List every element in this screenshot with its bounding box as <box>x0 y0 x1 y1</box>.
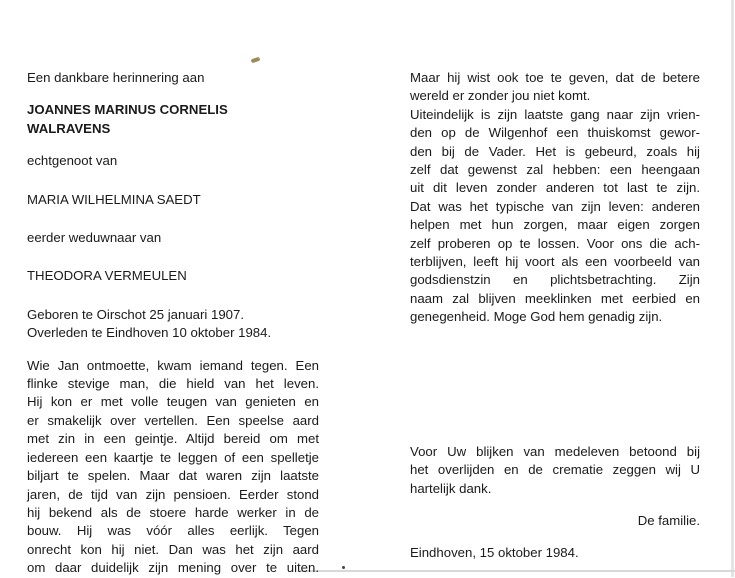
death-line: Overleden te Eindhoven 10 oktober 1984. <box>27 325 272 341</box>
paragraph-line: onrecht kon hij niet. Dan was het zijn aard <box>27 541 319 557</box>
paragraph-line: genegenheid. Moge God hem genadig zijn. <box>410 309 663 325</box>
paragraph-line: Maar hij wist ook toe te geven, dat de betere <box>410 70 700 85</box>
widower-name: THEODORA VERMEULEN <box>27 268 187 284</box>
biography-paragraph <box>27 357 319 578</box>
paragraph-line: wereld er zonder jou niet komt. <box>410 88 591 104</box>
paper-speck <box>251 57 261 64</box>
paragraph-line: uit dit leven zonder anderen tot last te zijn. <box>410 180 700 196</box>
paragraph-line: bouw. Hij was vóór alles eerlijk. Tegen <box>27 523 319 539</box>
paragraph-line: Dat was het typische van zijn leven: anderen <box>410 198 700 214</box>
paragraph-line: flinke stevige man, die hield van het leven. <box>27 376 319 392</box>
paragraph-line: iedereen een kaartje te leggen of een spelletje <box>27 449 319 465</box>
paper-dot <box>342 566 345 569</box>
paragraph-line: Uiteindelijk is zijn laatste gang naar zijn vrien- <box>410 106 700 122</box>
card-edge-bottom <box>300 570 735 572</box>
paragraph-line: den bij de Vader. Het is gebeurd, zoals hij <box>410 143 700 159</box>
spouse-label: echtgenoot van <box>27 153 118 169</box>
paragraph-line: Wie Jan ontmoette, kwam iemand tegen. Een <box>27 357 319 373</box>
paragraph-line: naam zal blijven meeklinken met eerbied en <box>410 290 700 306</box>
thanks-paragraph <box>410 443 700 498</box>
intro-text: Een dankbare herinnering aan <box>27 70 205 85</box>
card-edge-right <box>731 0 734 577</box>
paragraph-line: helpen met hun zorgen, maar eigen zorgen <box>410 217 700 233</box>
paragraph-line: om daar duidelijk zijn mening over te uiten. <box>27 560 319 576</box>
paragraph-line: terblijven, leeft hij voort als een voorbeeld van <box>410 254 700 270</box>
paragraph-line: jaren, de tijd van zijn pensioen. Eerder stond <box>27 486 319 502</box>
paragraph-line: zelf dat gewenst zal hebben: een heengaan <box>410 162 700 178</box>
deceased-name-line-2: WALRAVENS <box>27 120 111 136</box>
thanks-line: hartelijk dank. <box>410 480 492 496</box>
thanks-line: het overlijden en de crematie zeggen wij U <box>410 462 700 478</box>
thanks-line: Voor Uw blijken van medeleven betoond bij <box>410 443 700 459</box>
paragraph-line: Hij kon er met volle teugen van genieten en <box>27 394 319 410</box>
paragraph-line: zelf proberen op te lossen. Voor ons die ach- <box>410 235 700 251</box>
paragraph-line: godsdienstzin en plichtsbetrachting. Zijn <box>410 272 700 288</box>
birth-line: Geboren te Oirschot 25 januari 1907. <box>27 306 244 322</box>
right-column <box>410 69 700 563</box>
paragraph-line: den op de Wilgenhof een thuiskomst gewor- <box>410 125 700 141</box>
paragraph-line: hij bekend als de stoere harde werker in de <box>27 504 319 520</box>
reflection-paragraph <box>410 69 700 327</box>
paragraph-line: met zin in een geintje. Altijd bereid om met <box>27 431 319 447</box>
paragraph-line: er smakelijk over vertellen. Een speelse aard <box>27 412 319 428</box>
place-date: Eindhoven, 15 oktober 1984. <box>410 545 579 561</box>
family-signature: De familie. <box>637 512 700 528</box>
spouse-name: MARIA WILHELMINA SAEDT <box>27 191 201 207</box>
paragraph-line: biljart te spelen. Maar dat waren zijn laatste <box>27 468 319 484</box>
widower-label: eerder weduwnaar van <box>27 230 162 246</box>
deceased-name-line-1: JOANNES MARINUS CORNELIS <box>27 102 228 118</box>
left-column <box>27 69 319 578</box>
